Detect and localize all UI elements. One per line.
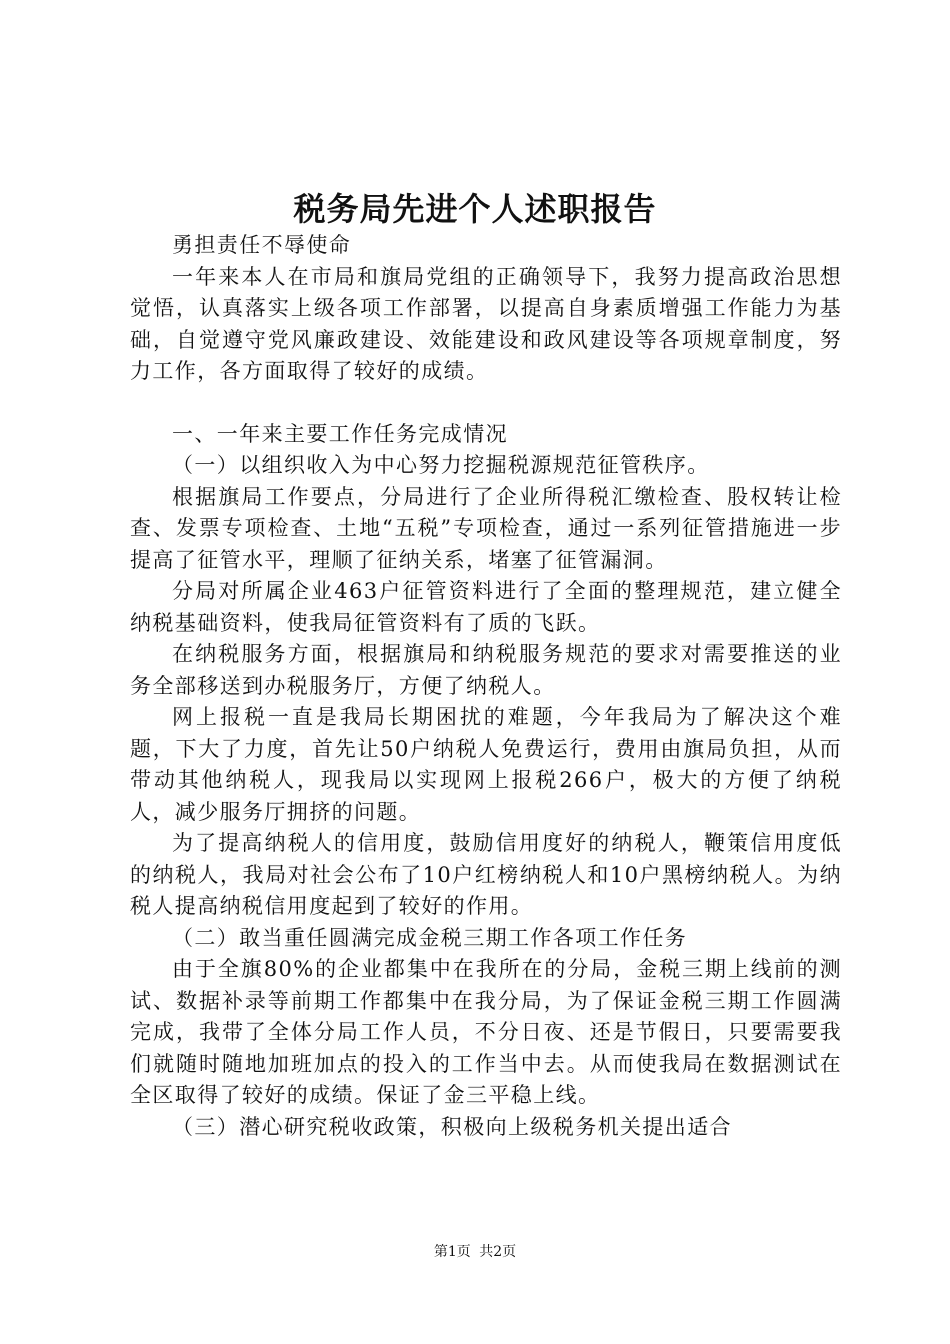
paragraph-online-filing: 网上报税一直是我局长期困扰的难题，今年我局为了解决这个难题，下大了力度，首先让50户纳税人免费运行，费用由旗局负担，从而带动其他纳税人，现我局以实现网上报税266户，极大的方便了纳税人，减少服务厅拥挤的问题。 [130,705,842,824]
page-total: 共2页 [479,1244,517,1260]
paragraph-records: 分局对所属企业463户征管资料进行了全面的整理规范，建立健全纳税基础资料，使我局征管资料有了质的飞跃。 [130,579,842,635]
subsection-heading-1: （一）以组织收入为中心努力挖掘税源规范征管秩序。 [172,453,710,477]
paragraph-subtitle: 勇担责任不辱使命 [172,233,352,257]
paragraph-intro: 一年来本人在市局和旗局党组的正确领导下，我努力提高政治思想觉悟，认真落实上级各项工作部署，以提高自身素质增强工作能力为基础，自觉遵守党风廉政建设、效能建设和政风建设等各项规章制度，努力工作，各方面取得了较好的成绩。 [130,264,842,383]
subsection-heading-3: （三）潜心研究税收政策，积极向上级税务机关提出适合 [172,1114,732,1139]
section-heading-1: 一、一年来主要工作任务完成情况 [172,421,508,446]
subsection-heading-2: （二）敢当重任圆满完成金税三期工作各项工作任务 [172,925,688,950]
paragraph-spacer [130,388,842,419]
document-body [130,230,842,1143]
paragraph-credit: 为了提高纳税人的信用度，鼓励信用度好的纳税人，鞭策信用度低的纳税人，我局对社会公布了10户红榜纳税人和10户黑榜纳税人。为纳税人提高纳税信用度起到了较好的作用。 [130,831,842,918]
paragraph-inspections: 根据旗局工作要点，分局进行了企业所得税汇缴检查、股权转让检查、发票专项检查、土地“五税”专项检查，通过一系列征管措施进一步提高了征管水平，理顺了征纳关系，堵塞了征管漏洞。 [130,484,842,572]
page-number: 第1页 [433,1244,471,1260]
document-title: 税务局先进个人述职报告 [293,190,657,228]
paragraph-golden-tax: 由于全旗80%的企业都集中在我所在的分局，金税三期上线前的测试、数据补录等前期工作都集中在我分局，为了保证金税三期工作圆满完成，我带了全体分局工作人员，不分日夜、还是节假日，只要需要我们就随时随地加班加点的投入的工作当中去。从而使我局在数据测试在全区取得了较好的成绩。保证了金三平稳上线。 [130,957,842,1107]
paragraph-service: 在纳税服务方面，根据旗局和纳税服务规范的要求对需要推送的业务全部移送到办税服务厅，方便了纳税人。 [130,642,842,698]
page-footer [0,1242,950,1262]
